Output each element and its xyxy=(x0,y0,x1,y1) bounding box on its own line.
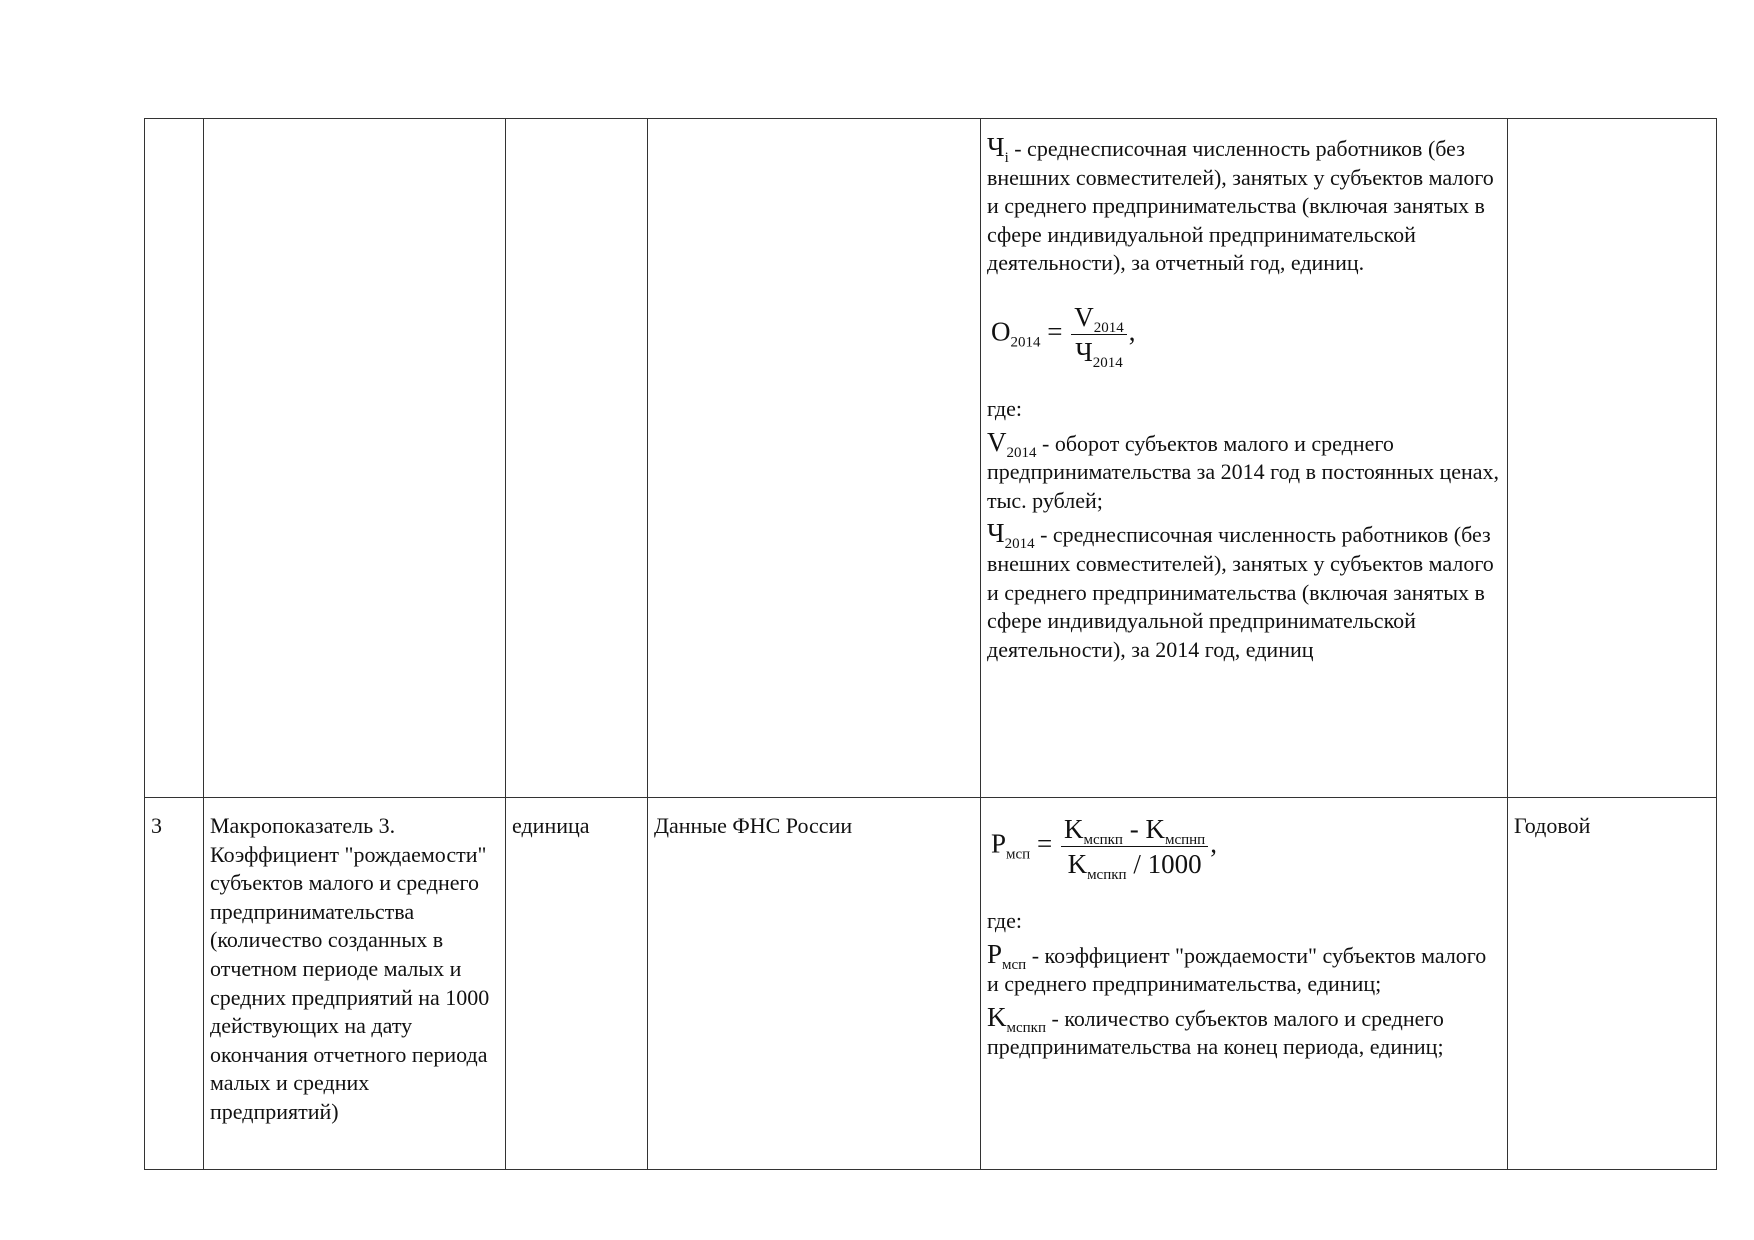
definition-v2014: $V_{2014}$ - оборот субъектов малого и среднего предпринимательства за 2014 год в постоянных ценах, тыс. рублей; xyxy=(987,426,1500,513)
cell-method xyxy=(981,119,1508,798)
cell-period xyxy=(1508,119,1717,798)
cell-name xyxy=(204,119,506,798)
cell-period: Годовой xyxy=(1508,798,1717,1170)
definition-ch-i: $Ч_i$ - среднесписочная численность работников (без внешних совместителей), занятых у субъектов малого и среднего предпринимательства (включая занятых в сфере индивидуальной предпринимательской деятельности), за отчетный год, единиц. xyxy=(987,132,1494,276)
cell-name: Макропоказатель 3. Коэффициент "рождаемости" субъектов малого и среднего предпринимательства (количество созданных в отчетном периоде малых и средних предприятий на 1000 действующих на дату окончания отчетного периода малых и средних предприятий) xyxy=(204,798,506,1170)
cell-source xyxy=(648,119,981,798)
where-label: где: xyxy=(987,395,1022,421)
definition-kmspkp: $K_{мспкп}$ - количество субъектов малого и среднего предпринимательства на конец периода, единиц; xyxy=(987,1001,1444,1060)
formula-o2014: $O_{2014}$ = $\frac{V_{2014}}{Ч_{2014}}$ , xyxy=(991,301,1136,371)
cell-num: 3 xyxy=(145,798,204,1170)
table-row xyxy=(145,798,1717,1170)
formula-pmsp: $P_{мсп}$ = $\frac{K_{мспкп} - K_{мспнп}}{K_{мспкп} / 1000}$ , xyxy=(991,814,1217,883)
cell-unit xyxy=(506,119,648,798)
where-label: где: xyxy=(987,908,1022,933)
fraction: $\frac{K_{мспкп} - K_{мспнп}}{K_{мспкп} / 1000}$ xyxy=(1061,812,1208,881)
cell-source: Данные ФНС России xyxy=(648,798,981,1170)
cell-num xyxy=(145,119,204,798)
definition-pmsp: $P_{мсп}$ - коэффициент "рождаемости" субъектов малого и среднего предпринимательства, единиц; xyxy=(987,938,1487,997)
definition-ch2014: $Ч_{2014}$ - среднесписочная численность работников (без внешних совместителей), занятых у субъектов малого и среднего предпринимательства (включая занятых в сфере индивидуальной предпринимательской деятельности), за 2014 год, единиц xyxy=(987,518,1494,662)
fraction: $\frac{V_{2014}}{Ч_{2014}}$ xyxy=(1071,300,1127,369)
indicators-table xyxy=(144,118,1717,1170)
cell-unit: единица xyxy=(506,798,648,1170)
table-row xyxy=(145,119,1717,798)
cell-method xyxy=(981,798,1508,1170)
